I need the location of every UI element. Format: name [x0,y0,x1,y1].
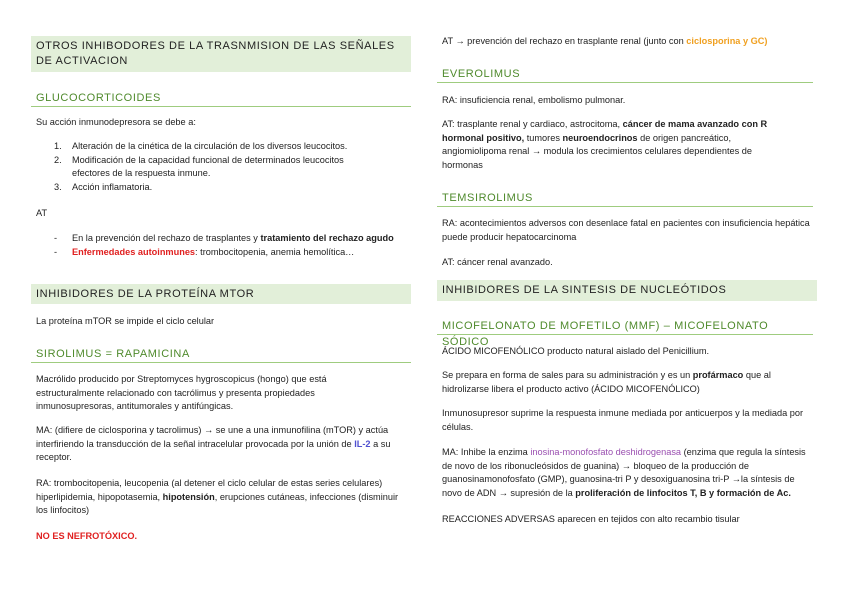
list-item: 3. Acción inflamatoria. [54,181,153,192]
subheading-glucocorticoides: GLUCOCORTICOIDES [31,90,411,107]
sirolimus-ra: RA: trombocitopenia, leucopenia (al detener el ciclo celular de estas series celulares) hiperlipidemia, hipopotasemia, hipotensión, erupciones cutáneas, infecciones (disminuir los linfocitos) [36,478,399,516]
section-heading-nucleotidos: INHIBIDORES DE LA SINTESIS DE NUCLEÓTIDOS [437,280,817,301]
subheading-micofenolato: MICOFELONATO DE MOFETILO (MMF) – MICOFELONATO SÓDICO [437,318,813,335]
mmf-mechanism: MA: Inhibe la enzima inosina-monofosfato deshidrogenasa (enzima que regula la síntesis de novo de los ribonucleósidos de guanina) → bloqueo de la producción de guanosinamonofosfato (GMP), guanosina-tri P y desoxiguanosina tri-P →la síntesis de novo de ADN → supresión de la proliferación de linfocitos T, B y formación de Ac. [442,447,806,498]
gluco-list [36,140,376,194]
gluco-intro: Su acción inmunodepresora se debe a: [36,117,196,127]
mmf-prodrug: Se prepara en forma de sales para su administración y es un profármaco que al hidrolizarse libera el producto activo (ÁCIDO MICOFENÓLICO) [442,370,771,394]
subheading-everolimus: EVEROLIMUS [437,66,813,83]
list-item: 2. Modificación de la capacidad funcional de determinados leucocitos efectores de la respuesta inmune. [54,154,344,179]
temsirolimus-ra: RA: acontecimientos adversos con desenlace fatal en pacientes con insuficiencia hepática puede producir hepatocarcinoma [442,218,810,242]
mmf-adverse-reactions: REACCIONES ADVERSAS aparecen en tejidos con alto recambio tisular [442,514,740,524]
at-list [36,232,396,259]
everolimus-at: AT: trasplante renal y cardiaco, astrocitoma, cáncer de mama avanzado con R hormonal positivo, tumores neuroendocrinos de origen pancreático, angiomiolipoma renal → modula los crecimientos celulares dependientes de hormonas [442,119,768,170]
everolimus-ra: RA: insuficiencia renal, embolismo pulmonar. [442,95,626,105]
section-heading-mtor: INHIBIDORES DE LA PROTEÍNA MTOR [31,284,411,304]
list-item: - Enfermedades autoinmunes: trombocitopenia, anemia hemolítica… [54,246,355,257]
sirolimus-ma: MA: (difiere de ciclosporina y tacrolimus) → se une a una inmunofilina (mTOR) y actúa interfiriendo la transducción de la señal intracelular provocada por la unión de IL-2 a su receptor. [36,425,391,463]
subheading-temsirolimus: TEMSIROLIMUS [437,190,813,207]
mmf-immunosuppressor: Inmunosupresor suprime la respuesta inmune mediada por anticuerpos y la mediada por células. [442,408,804,432]
mtor-text: La proteína mTOR se impide el ciclo celular [36,316,215,326]
section-heading-otros-inhibidores: OTROS INHIBODORES DE LA TRASNMISION DE LAS SEÑALES DE ACTIVACION [31,36,411,72]
sirolimus-nefro-warning: NO ES NEFROTÓXICO. [36,531,138,541]
subheading-sirolimus: SIROLIMUS = RAPAMICINA [31,346,411,363]
temsirolimus-at: AT: cáncer renal avanzado. [442,257,553,267]
at-top-text: AT → prevención del rechazo en trasplante renal (junto con ciclosporina y GC) [442,36,768,46]
sirolimus-description: Macrólido producido por Streptomyces hygroscopicus (hongo) que está estructuralmente relacionado con tacrólimus y presenta propiedades inmunosupresoras, antitumorales y antifúngicas. [36,374,327,412]
list-item: - En la prevención del rechazo de trasplantes y tratamiento del rechazo agudo [54,233,394,243]
at-label: AT [36,208,48,218]
mmf-origin: ÁCIDO MICOFENÓLICO producto natural aislado del Penicillium. [442,346,710,356]
list-item: 1. Alteración de la cinética de la circulación de los diversos leucocitos. [54,141,348,151]
